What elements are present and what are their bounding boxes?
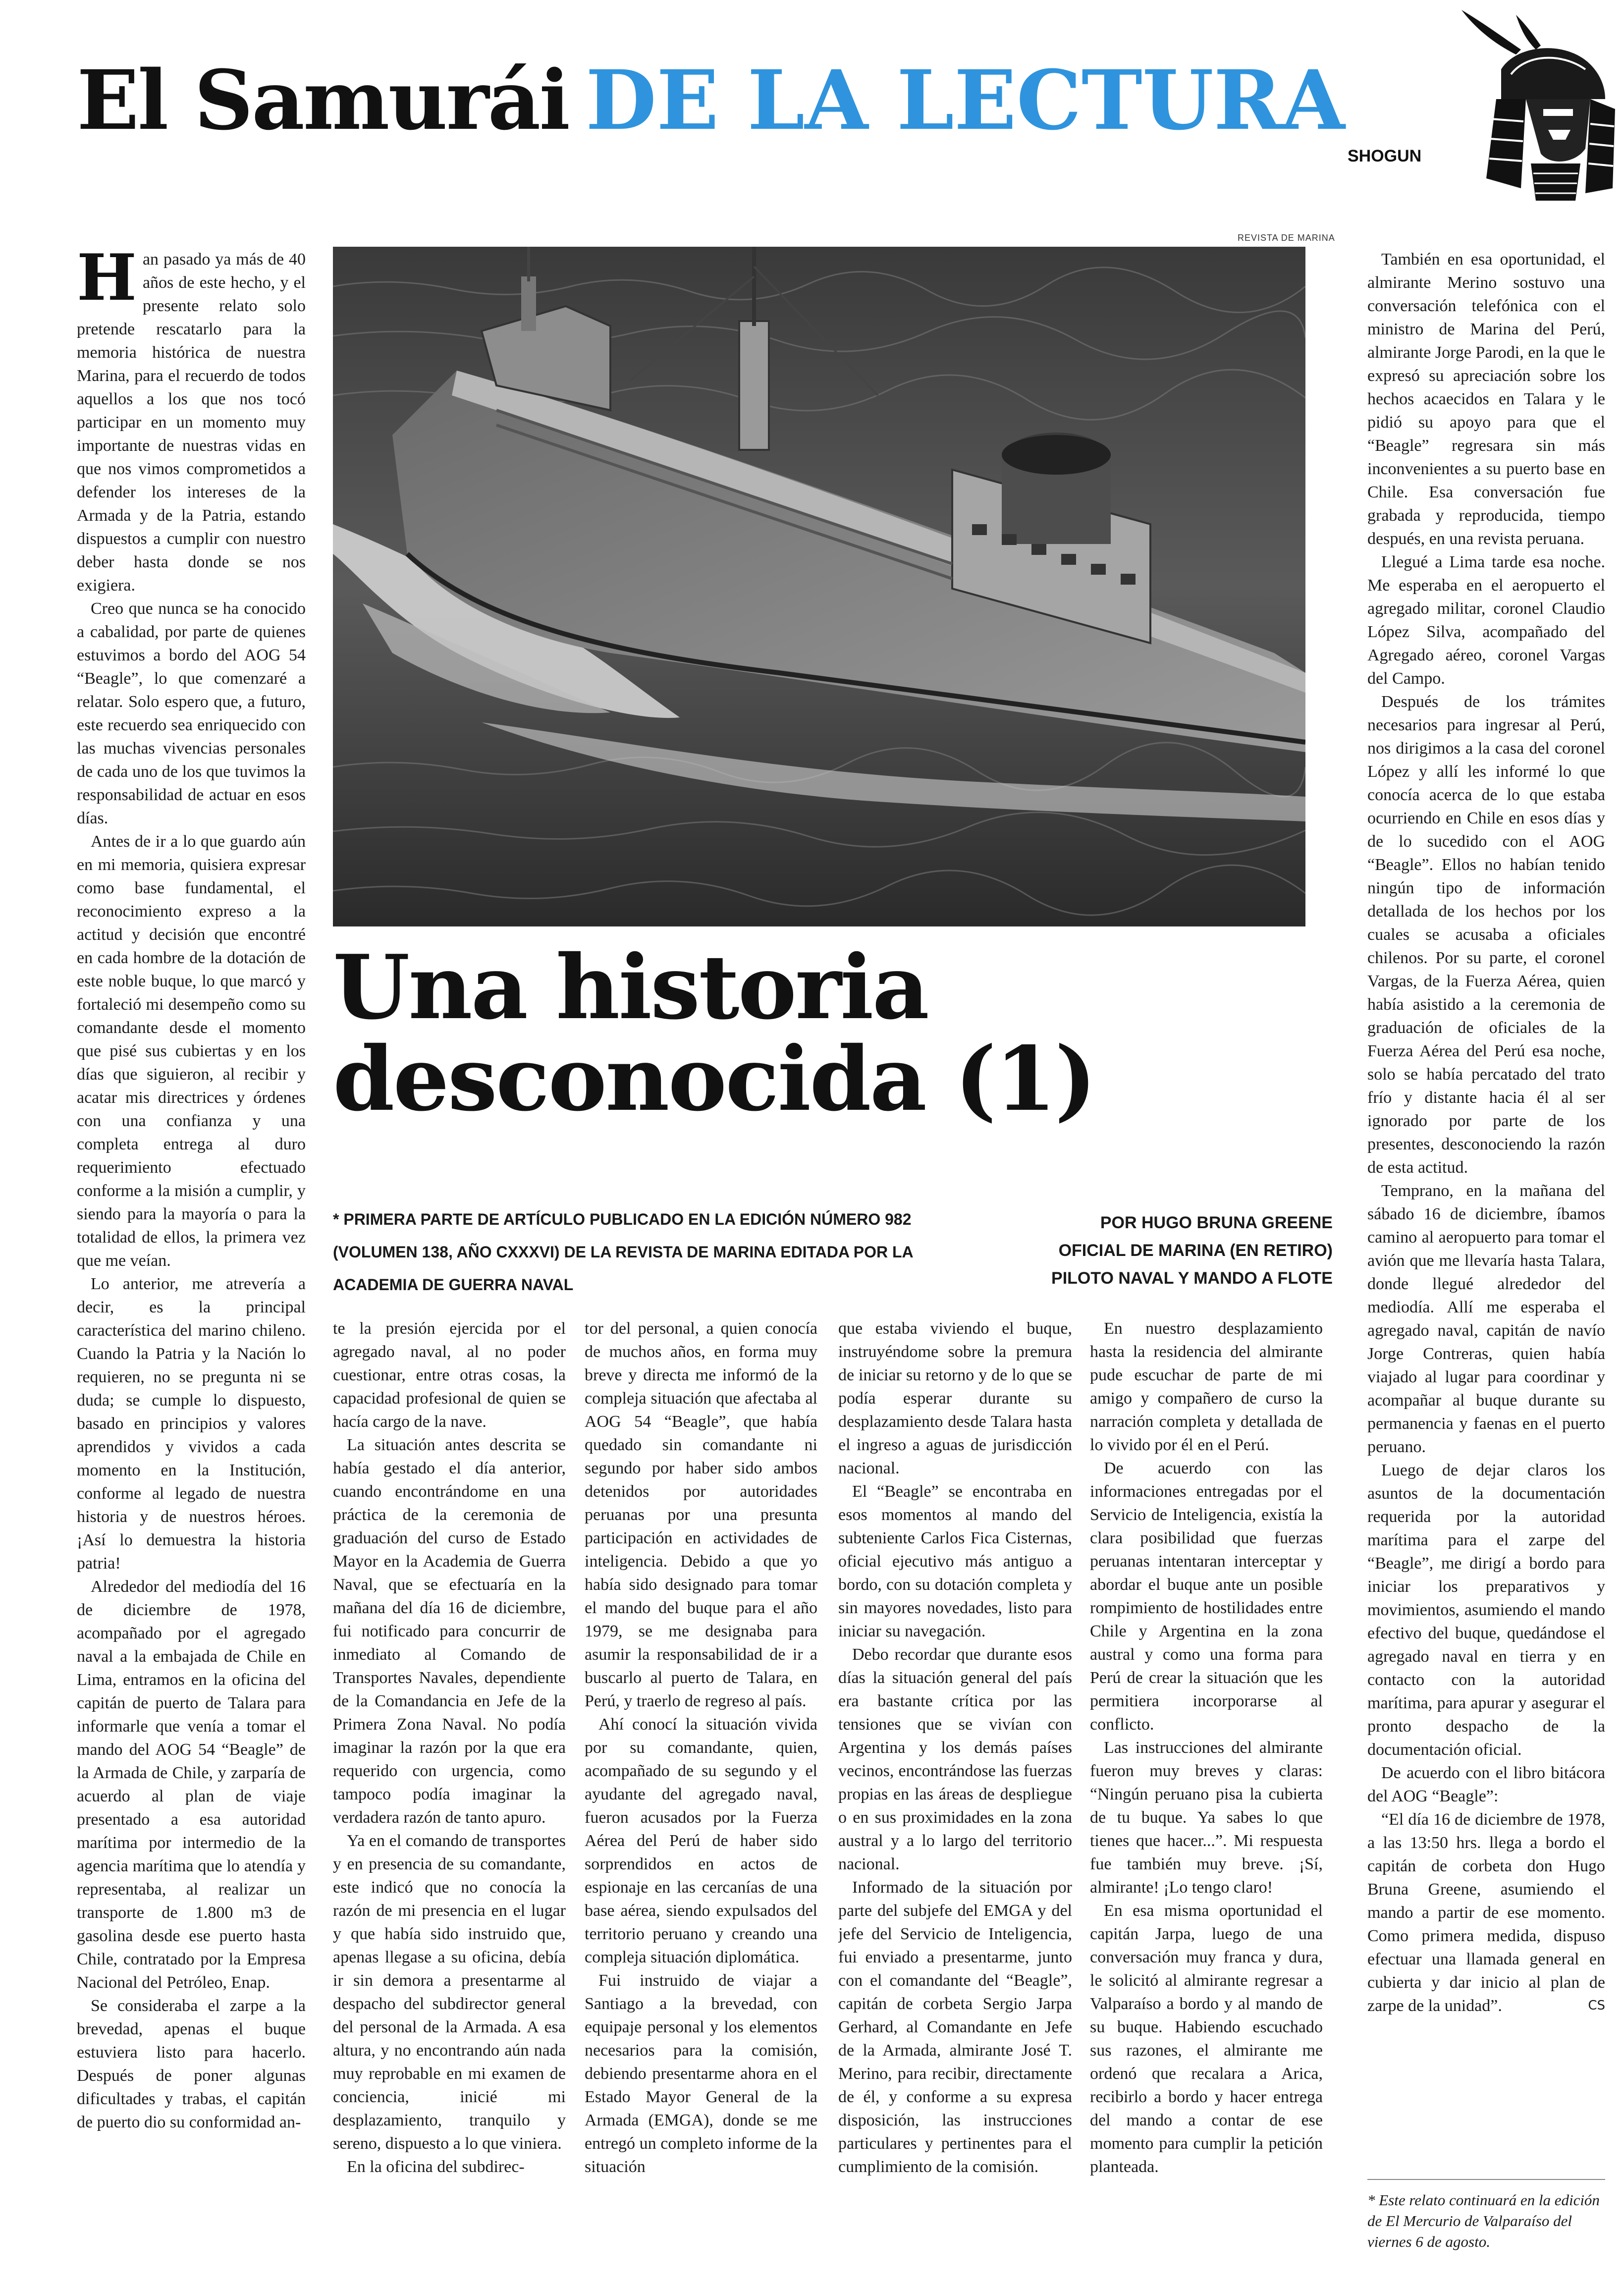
photo-credit: REVISTA DE MARINA — [1238, 233, 1335, 243]
dropcap: H — [77, 248, 137, 315]
paragraph: Fui instruido de viajar a Santiago a la brevedad, con equipaje personal y los elementos necesarios para la comisión, debiendo presentarme ahora en el Estado Mayor General de la Armada (EMGA), donde se me entregó un completo informe de la situación — [585, 1971, 817, 2176]
paragraph: De acuerdo con las informaciones entregadas por el Servicio de Inteligencia, existía la clara posibilidad que fuerzas peruanas intentaran interceptar y abordar el buque ante un posible rompimiento de hostilidades entre Chile y Argentina en la zona austral y como una forma para Perú de crear la situación que les permitiera incorporarse al conflicto. — [1090, 1459, 1323, 1734]
subtitle-note: * PRIMERA PARTE DE ARTÍCULO PUBLICADO EN LA EDICIÓN NÚMERO 982 (VOLUMEN 138, AÑO CXXXVI) DE LA REVISTA DE MARINA EDITADA POR LA ACADEMIA DE GUERRA NAVAL — [333, 1210, 913, 1294]
article-column-5 — [1090, 1317, 1323, 2279]
paragraph: que estaba viviendo el buque, instruyéndome sobre la premura de iniciar su retorno y de lo que se podía esperar durante su desplazamiento desde Talara hasta el ingreso a aguas de jurisdicción nacional. — [838, 1319, 1072, 1477]
paragraph: La situación antes descrita se había gestado el día anterior, cuando encontrándome en una práctica de la ceremonia de graduación del curso de Estado Mayor en la Academia de Guerra Naval, que se efectuaría en la mañana del día 16 de diciembre, fui notificado para concurrir de inmediato al Comando de Transportes Navales, dependiente de la Comandancia en Jefe de la Primera Zona Naval. No podía imaginar la razón por la que era requerido con urgencia, como tampoco podía imaginar la verdadera razón de tanto apuro. — [333, 1436, 566, 1827]
masthead-title-part1: El Samurái — [77, 52, 569, 148]
paragraph: Alrededor del mediodía del 16 de diciembre de 1978, acompañado por el agregado naval a la embajada de Chile en Lima, entramos en la oficina del capitán de puerto de Talara para informarle que venía a tomar el mando del AOG 54 “Beagle” de la Armada de Chile, y zarparía de acuerdo al plan de viaje presentado a esa autoridad marítima por intermedio de la agencia marítima que lo atendía y representaba, al realizar un transporte de 1.800 m3 de gasolina desde ese puerto hasta Chile, contratado por la Empresa Nacional del Petróleo, Enap. — [77, 1577, 306, 1992]
paragraph: tor del personal, a quien conocía de muchos años, en forma muy breve y directa me informó de la compleja situación que afectaba al AOG 54 “Beagle”, que había quedado sin comandante ni segundo por haber sido ambos detenidos por autoridades peruanas por una presunta participación en actividades de inteligencia. Debido a que yo había sido designado para tomar el mando del buque para el año 1979, se me designaba para asumir la responsabilidad de ir a buscarlo al puerto de Talara, en Perú, y traerlo de regreso al país. — [585, 1319, 817, 1710]
paragraph: Han pasado ya más de 40 años de este hecho, y el presente relato solo pretende rescatarlo para la memoria histórica de nuestra Marina, para el recuerdo de todos aquellos a los que nos tocó participar en un momento muy importante de nuestras vidas en que nos vimos comprometidos a defender los intereses de la Armada y de la Patria, estando dispuestos a cumplir con nuestro deber hasta donde se nos exigiera. — [77, 248, 306, 595]
paragraph: Las instrucciones del almirante fueron muy breves y claras: “Ningún peruano pisa la cubierta de tu buque. Ya sabes lo que tienes que hacer...”. Mi respuesta fue también muy breve. ¡Sí, almirante! ¡Lo tengo claro! — [1090, 1739, 1323, 1897]
headline — [333, 935, 1305, 1131]
paragraph: También en esa oportunidad, el almirante Merino sostuvo una conversación telefónica con el ministro de Marina del Perú, almirante Jorge Parodi, en la que le expresó su apreciación sobre los hechos acaecidos en Talara y le pidió su apoyo para que el “Beagle” regresara sin más inconvenientes a su puerto base en Chile. Esa conversación fue grabada y reproducida, tiempo después, en una revista peruana. — [1367, 250, 1605, 548]
paragraph: Informado de la situación por parte del subjefe del EMGA y del jefe del Servicio de Inteligencia, fui enviado a presentarme, junto con el comandante del “Beagle”, capitán de corbeta Sergio Jarpa Gerhard, al Comandante en Jefe de la Armada, almirante José T. Merino, para recibir, directamente de él, y conforme a su expresa disposición, las instrucciones particulares y pertinentes para el cumplimiento de la comisión. — [838, 1878, 1072, 2176]
article-column-6 — [1367, 248, 1605, 2175]
paragraph: Lo anterior, me atrevería a decir, es la principal característica del marino chileno. Cuando la Patria y la Nación lo requieren, no se pregunta ni se duda; se cumple lo dispuesto, basado en principios y valores aprendidos y vividos a cada momento en la Institución, conforme al legado de nuestra historia y de nuestros héroes. ¡Así lo demuestra la historia patria! — [77, 1275, 306, 1573]
paragraph: Luego de dejar claros los asuntos de la documentación requerida por la autoridad marítima para el zarpe del “Beagle”, me dirigí a bordo para iniciar los preparativos y movimientos, asumiendo el mando efectivo del buque, quedándose el agregado naval en tierra y en contacto con la autoridad marítima, para apurar y asegurar el pronto despacho de la documentación oficial. — [1367, 1461, 1605, 1759]
end-mark: CS — [1588, 1998, 1605, 2013]
paragraph: Creo que nunca se ha conocido a cabalidad, por parte de quienes estuvimos a bordo del AOG 54 “Beagle”, lo que comenzaré a relatar. Solo espero que, a futuro, este recuerdo sea enriquecido con las muchas vivencias personales de cada uno de los que tuvimos la responsabilidad de actuar en esos días. — [77, 599, 306, 827]
paragraph: te la presión ejercida por el agregado naval, al no poder cuestionar, entre otras cosas, la capacidad profesional de quien se hacía cargo de la nave. — [333, 1319, 566, 1431]
paragraph: En la oficina del subdirec- — [347, 2158, 525, 2176]
headline-line2: desconocida (1) — [333, 1027, 1095, 1131]
paragraph: Ya en el comando de transportes y en presencia de su comandante, este indicó que no conocía la razón de mi presencia en el lugar y que había sido instruido que, apenas llegase a su oficina, debía ir sin demora a presentarme al despacho del subdirector general del personal de la Armada. A esa altura, y no encontrando aún nada muy reprobable en mi examen de conciencia, inicié mi desplazamiento, tranquilo y sereno, dispuesto a lo que viniera. — [333, 1832, 566, 2153]
paragraph: Llegué a Lima tarde esa noche. Me esperaba en el aeropuerto el agregado militar, coronel Claudio López Silva, acompañado del Agregado aéreo, coronel Vargas del Campo. — [1367, 553, 1605, 688]
ship-photo — [333, 247, 1305, 926]
masthead-title-part2: DE LA LECTURA — [586, 52, 1345, 148]
paragraph: Se consideraba el zarpe a la brevedad, apenas el buque estuviera listo para hacerlo. Después de poner algunas dificultades y trabas, el capitán de puerto dio su conformidad an- — [77, 1997, 306, 2131]
footnote-divider — [1367, 2179, 1605, 2180]
byline-role: PILOTO NAVAL Y MANDO A FLOTE — [1051, 1269, 1333, 1288]
paragraph: Ahí conocí la situación vivida por su comandante, quien, acompañado de su segundo y el ayudante del agregado naval, fueron acusados por la Fuerza Aérea del Perú de haber sido sorprendidos en actos de espionaje en las cercanías de una base aérea, siendo expulsados del territorio peruano y creando una compleja situación diplomática. — [585, 1715, 817, 1966]
samurai-helmet-logo — [1442, 0, 1620, 203]
paragraph: El “Beagle” se encontraba en esos momentos al mando del subteniente Carlos Fica Cisternas, oficial ejecutivo más antiguo a bordo, con su dotación completa y sin mayores novedades, listo para iniciar su navegación. — [838, 1482, 1072, 1640]
footnote: * Este relato continuará en la edición de El Mercurio de Valparaíso del viernes 6 de agosto. — [1367, 2191, 1600, 2250]
article-column-1 — [77, 248, 306, 2279]
article-column-4 — [838, 1317, 1072, 2279]
article-column-2 — [333, 1317, 566, 2279]
paragraph: Después de los trámites necesarios para ingresar al Perú, nos dirigimos a la casa del coronel López y allí les informé lo que conocía acerca de lo que estaba ocurriendo en Chile en esos días y de lo sucedido con el AOG “Beagle”. Ellos no habían tenido ningún tipo de información detallada de los hechos por los cuales se acusaba a oficiales chilenos. Por su parte, el coronel Vargas, de la Fuerza Aérea, quien había asistido a la ceremonia de graduación de oficiales de la Fuerza Aérea del Perú esa noche, solo se había percatado del trato frío y distante hacia él al ser ignorado por parte de los presentes, desconociendo la razón de esta actitud. — [1367, 693, 1605, 1177]
paragraph: Temprano, en la mañana del sábado 16 de diciembre, íbamos camino al aeropuerto para tomar el avión que me llevaría hasta Talara, donde llegué alrededor del mediodía. Allí me esperaba el agregado naval, capitán de navío Jorge Contreras, quien había viajado al lugar para coordinar y acompañar al buque durante su permanencia y faenas en el puerto peruano. — [1367, 1182, 1605, 1456]
article-column-3 — [585, 1317, 817, 2279]
paragraph: Antes de ir a lo que guardo aún en mi memoria, quisiera expresar como base fundamental, el reconocimiento expreso a la actitud y decisión que encontré en cada hombre de la dotación de este noble buque, lo que marcó y fortaleció mi desempeño como su comandante desde el momento que pisé sus cubiertas y en los días que siguieron, al recibir y acatar mis directrices y órdenes con una confianza y una completa entrega al duro requerimiento efectuado conforme a la misión a cumplir, y siendo para la mayoría o para la totalidad de ellos, la primera vez que me veían. — [77, 832, 306, 1270]
paragraph: “El día 16 de diciembre de 1978, a las 13:50 hrs. llega a bordo el capitán de corbeta don Hugo Bruna Greene, asumiendo el mando a partir de ese momento. Como primera medida, dispuso efectuar una llamada general en cubierta y dar inicio al plan de zarpe de la unidad”. CS — [1367, 1808, 1605, 2017]
byline — [986, 1209, 1333, 1292]
headline-line1: Una historia — [333, 935, 928, 1039]
byline-author: POR HUGO BRUNA GREENE — [1100, 1213, 1333, 1232]
byline-rank: OFICIAL DE MARINA (EN RETIRO) — [1058, 1241, 1333, 1260]
section-label: SHOGUN — [1348, 147, 1422, 165]
paragraph: En esa misma oportunidad el capitán Jarpa, luego de una conversación muy franca y dura, le solicitó al almirante regresar a Valparaíso a bordo y al mando de su buque. Habiendo escuchado sus razones, el almirante me ordenó que recalara a Arica, recibirlo a bordo y hacer entrega del mando a contar de ese momento para cumplir la petición planteada. — [1090, 1902, 1323, 2176]
paragraph: De acuerdo con el libro bitácora del AOG “Beagle”: — [1367, 1764, 1605, 1805]
masthead-title — [77, 46, 1345, 155]
paragraph: Debo recordar que durante esos días la situación general del país era bastante crítica por las tensiones que se vivían con Argentina y los demás países vecinos, encontrándose las fuerzas propias en las áreas de despliegue o en sus proximidades en la zona austral y a lo largo del territorio nacional. — [838, 1645, 1072, 1873]
paragraph: En nuestro desplazamiento hasta la residencia del almirante pude escuchar de parte de mi amigo y compañero de curso la narración completa y detallada de lo vivido por él en el Perú. — [1090, 1319, 1323, 1454]
